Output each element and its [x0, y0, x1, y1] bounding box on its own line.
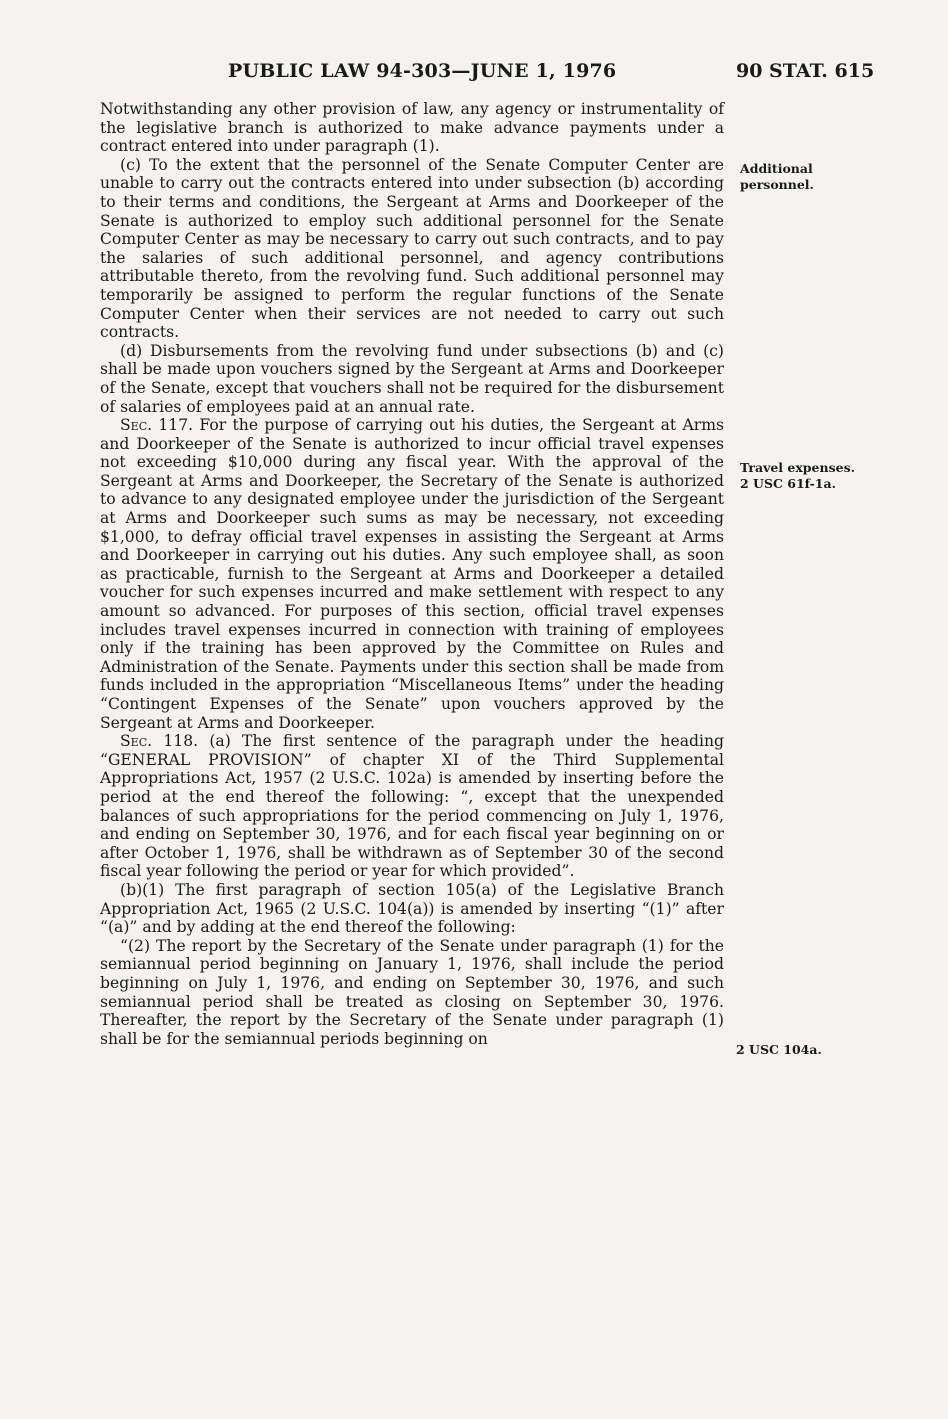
sec-117-text: 117. For the purpose of carrying out his duties, the Sergeant at Arms and Doorkeeper of the Senate is authorized to incur official travel expenses not exceeding $10,000 during any fiscal year. With the approval of the Sergeant at Arms and Doorkeeper, the Secretary of the Senate is authorized to advance to any designated employee under the jurisdiction of the Sergeant at Arms and Doorkeeper such sums as may be necessary, not exceeding $1,000, to defray official travel expenses in assisting the Sergeant at Arms and Doorkeeper in carrying out his duties. Any such employee shall, as soon as practicable, furnish to the Sergeant at Arms and Doorkeeper a detailed voucher for such expenses incurred and make settlement with respect to any amount so advanced. For purposes of this section, official travel expenses includes travel expenses incurred in connection with training of employees only if the training has been approved by the Committee on Rules and Administration of the Senate. Payments under this section shall be made from funds included in the appropriation “Miscellaneous Items” under the heading “Contingent Expenses of the Senate” upon vouchers approved by the Sergeant at Arms and Doorkeeper.	[100, 416, 724, 732]
paragraph-sec-117	[100, 416, 724, 732]
sec-label: Sec.	[120, 732, 153, 751]
paragraph-subsection-b1: (b)(1) The first paragraph of section 105(a) of the Legislative Branch Appropriation Act, 1965 (2 U.S.C. 104(a)) is amended by inserting “(1)” after “(a)” and by adding at the end thereof the following:	[100, 880, 724, 937]
running-head: PUBLIC LAW 94-303—JUNE 1, 1976	[228, 60, 617, 82]
statute-page-reference: 90 STAT. 615	[736, 60, 875, 82]
paragraph-subsection-c: (c) To the extent that the personnel of the Senate Computer Center are unable to carry out the contracts entered into under subsection (b) according to their terms and conditions, the Sergeant at Arms and Doorkeeper of the Senate is authorized to employ such additional personnel for the Senate Computer Center as may be necessary to carry out such contracts, and to pay the salaries of such additional personnel, and agency contributions attributable thereto, from the revolving fund. Such additional personnel may temporarily be assigned to perform the regular functions of the Senate Computer Center when their services are not needed to carry out such contracts.	[100, 155, 724, 342]
main-text	[100, 100, 724, 1048]
paragraph-sec-118	[100, 732, 724, 881]
margin-note-line: personnel.	[740, 177, 814, 192]
margin-note-line: Travel expenses.	[740, 460, 855, 475]
paragraph-subsection-d: (d) Disbursements from the revolving fund under subsections (b) and (c) shall be made upon vouchers signed by the Sergeant at Arms and Doorkeeper of the Senate, except that vouchers shall not be required for the disbursement of salaries of employees paid at an annual rate.	[100, 341, 724, 416]
margin-note-line: 2 USC 104a.	[736, 1042, 822, 1057]
margin-note-travel-expenses	[740, 460, 855, 492]
sec-118-text: 118. (a) The first sentence of the paragraph under the heading “GENERAL PROVISION” of chapter XI of the Third Supplemental Appropriations Act, 1957 (2 U.S.C. 102a) is amended by inserting before the period at the end thereof the following: “, except that the unexpended balances of such appropriations for the period commencing on July 1, 1976, and ending on September 30, 1976, and for each fiscal year beginning on or after October 1, 1976, shall be withdrawn as of September 30 of the second fiscal year following the period or year for which provided”.	[100, 732, 724, 881]
margin-note-line: Additional	[740, 161, 813, 176]
sec-label: Sec.	[120, 416, 153, 435]
margin-note-additional-personnel	[740, 161, 814, 193]
margin-note-2-usc-104a	[736, 1042, 822, 1058]
paragraph-continuation: Notwithstanding any other provision of law, any agency or instrumentality of the legislative branch is authorized to make advance payments under a contract entered into under paragraph (1).	[100, 100, 724, 156]
margin-note-line: 2 USC 61f-1a.	[740, 476, 836, 491]
paragraph-quoted-2: “(2) The report by the Secretary of the Senate under paragraph (1) for the semiannual period beginning on January 1, 1976, shall include the period beginning on July 1, 1976, and ending on September 30, 1976, and such semiannual period shall be treated as closing on September 30, 1976. Thereafter, the report by the Secretary of the Senate under paragraph (1) shall be for the semiannual periods beginning on	[100, 936, 724, 1048]
